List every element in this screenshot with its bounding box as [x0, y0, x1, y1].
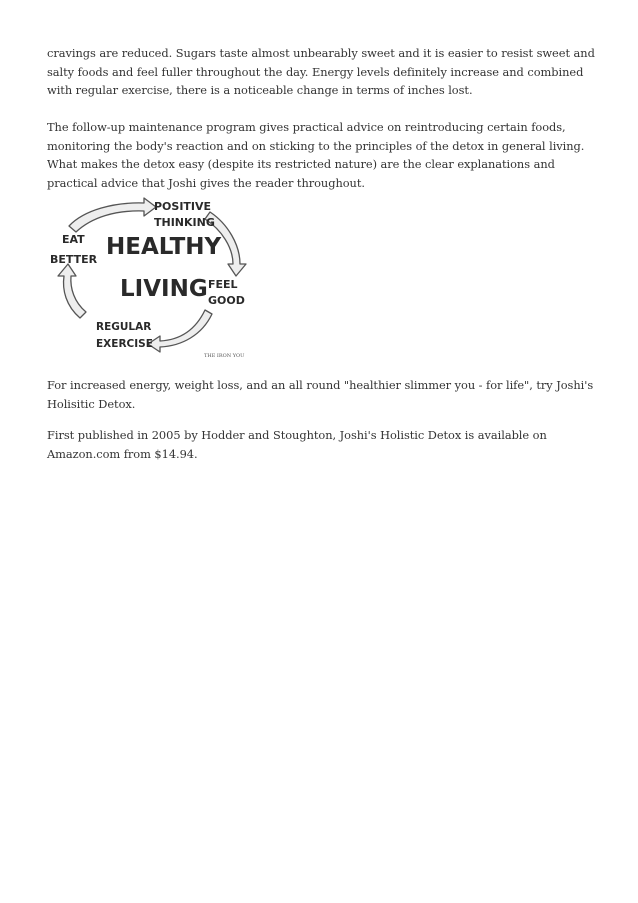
cycle-arrow-icon — [148, 310, 212, 352]
cycle-arrow-icon — [58, 264, 86, 318]
center-label-living: LIVING — [120, 276, 208, 302]
label-regular: REGULAR — [96, 321, 152, 333]
paragraph-energy: For increased energy, weight loss, and an all round "healthier slimmer you - for life", try Joshi's Holisitic Detox. — [47, 378, 594, 411]
label-feel: FEEL — [208, 278, 238, 291]
label-better: BETTER — [50, 253, 98, 266]
paragraph-maintenance: The follow-up maintenance program gives practical advice on reintroducing certain foods, monitoring the body's reaction and on sticking to the principles of the detox in general living. What makes the detox easy (despite its restricted nature) are the clear explanations and practical advice that Joshi gives the reader throughout. — [47, 120, 585, 190]
center-label-healthy: HEALTHY — [106, 234, 222, 260]
label-eat: EAT — [62, 233, 85, 246]
label-exercise: EXERCISE — [96, 338, 153, 350]
label-thinking: THINKING — [154, 216, 215, 229]
paragraph-cravings: cravings are reduced. Sugars taste almost unbearably sweet and it is easier to resist sweet and salty foods and feel fuller throughout the day. Energy levels definitely increase and combined with regular exercise, there is a noticeable change in terms of inches lost. — [47, 46, 595, 97]
cycle-arrow-icon — [69, 198, 156, 232]
healthy-living-cycle-figure — [44, 190, 254, 360]
figure-credit: THE IRON YOU — [204, 353, 245, 359]
paragraph-published: First published in 2005 by Hodder and Stoughton, Joshi's Holistic Detox is available on Amazon.com from $14.94. — [47, 428, 547, 461]
label-good: GOOD — [208, 294, 245, 307]
cycle-diagram — [44, 190, 254, 360]
label-positive: POSITIVE — [154, 200, 212, 213]
